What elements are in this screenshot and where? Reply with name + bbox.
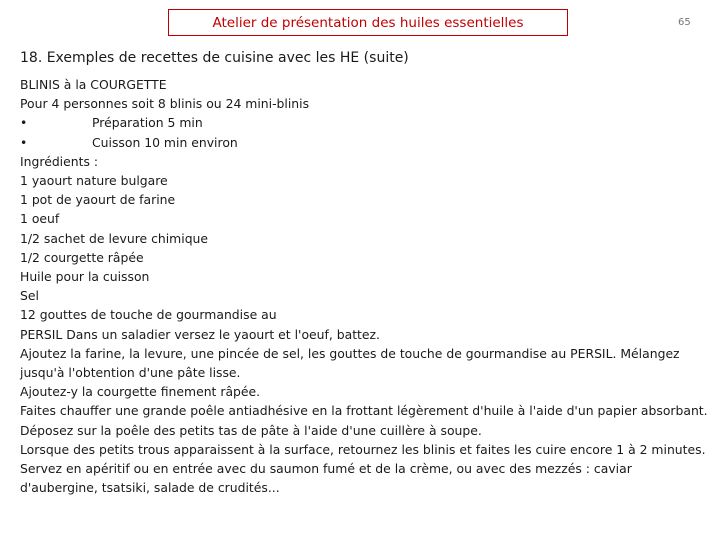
recipe-step: Ajoutez la farine, la levure, une pincée de sel, les gouttes de touche de gourmandise au PERSIL. Mélangez jusqu'à l'obtention d'une pâte lisse. bbox=[20, 345, 680, 381]
bullet-text: Préparation 5 min bbox=[92, 115, 203, 131]
page-number: 65 bbox=[678, 17, 691, 28]
recipe-step: Servez en apéritif ou en entrée avec du saumon fumé et de la crème, ou avec des mezzés : caviar d'aubergine, tsatsiki, salade de crudités... bbox=[20, 461, 632, 496]
recipe-step: Déposez sur la poêle des petits tas de pâte à l'aide d'une cuillère à soupe. bbox=[20, 422, 482, 438]
ingredients-heading: Ingrédients : bbox=[20, 153, 99, 169]
bullet-text: Cuisson 10 min environ bbox=[92, 134, 238, 150]
recipe-step: Ajoutez-y la courgette finement râpée. bbox=[20, 384, 261, 400]
header-title: Atelier de présentation des huiles essentielles bbox=[212, 14, 524, 31]
ingredient-item: 1 yaourt nature bulgare bbox=[20, 173, 168, 189]
recipe-step: Faites chauffer une grande poêle antiadhésive en la frottant légèrement d'huile à l'aide d'un papier absorbant. bbox=[20, 403, 708, 419]
bullet-preparation bbox=[20, 113, 710, 132]
ingredient-item: 1/2 sachet de levure chimique bbox=[20, 230, 209, 246]
recipe-step: Lorsque des petits trous apparaissent à la surface, retournez les blinis et faites les cuire encore 1 à 2 minutes. bbox=[20, 441, 706, 457]
recipe-body bbox=[20, 75, 710, 497]
ingredient-item: 12 gouttes de touche de gourmandise au bbox=[20, 307, 277, 323]
bullet-cuisson bbox=[20, 133, 710, 152]
ingredient-item: 1 pot de yaourt de farine bbox=[20, 192, 176, 208]
ingredient-item: Huile pour la cuisson bbox=[20, 269, 150, 285]
recipe-name: BLINIS à la COURGETTE bbox=[20, 77, 167, 92]
ingredient-item: 1 oeuf bbox=[20, 211, 60, 227]
recipe-servings: Pour 4 personnes soit 8 blinis ou 24 mini-blinis bbox=[20, 96, 310, 112]
header-title-box bbox=[168, 9, 568, 36]
ingredient-item: 1/2 courgette râpée bbox=[20, 249, 144, 265]
section-title: 18. Exemples de recettes de cuisine avec les HE (suite) bbox=[20, 50, 409, 66]
bullet-dot: • bbox=[20, 115, 28, 131]
ingredient-item: Sel bbox=[20, 288, 39, 304]
recipe-step: PERSIL Dans un saladier versez le yaourt et l'oeuf, battez. bbox=[20, 326, 380, 342]
bullet-dot: • bbox=[20, 134, 28, 150]
